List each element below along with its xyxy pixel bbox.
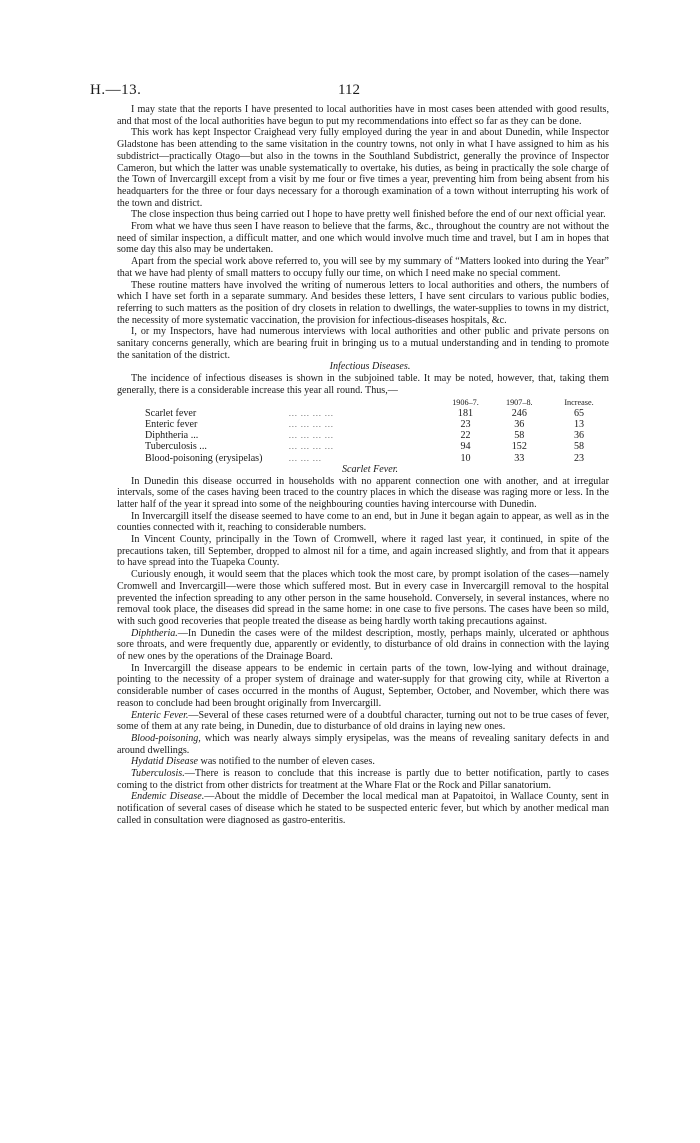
series-header: H.—13. xyxy=(90,82,142,98)
value-1907: 246 xyxy=(511,407,527,419)
table-row xyxy=(145,419,609,430)
leader-dots: ... ... ... ... xyxy=(288,431,334,441)
table-row xyxy=(145,441,609,452)
value-1906: 10 xyxy=(460,452,471,464)
value-1906: 181 xyxy=(457,407,474,419)
table-row xyxy=(145,430,609,441)
run-in-heading: Hydatid Disease xyxy=(131,756,198,768)
paragraph: The incidence of infectious diseases is shown in the subjoined table. It may be noted, however, that, taking them generally, there is a considerable increase this year all round. Thus,— xyxy=(117,373,609,396)
paragraph: The close inspection thus being carried out I hope to have pretty well finished before the end of our next official year. xyxy=(131,209,606,221)
paragraph: In Vincent County, principally in the Town of Cromwell, where it raged last year, it continued, in spite of the precautions taken, till September, dropped to almost nil for a time, and again increased slightly, and from that it appears to have spread into the Tuapeka County. xyxy=(117,534,609,569)
leader-dots: ... ... ... ... xyxy=(288,442,334,452)
value-increase: 65 xyxy=(573,407,585,419)
column-header: Increase. xyxy=(564,397,594,407)
paragraph-tuberculosis xyxy=(117,768,609,791)
value-increase: 23 xyxy=(573,452,585,464)
value-1907: 36 xyxy=(514,418,525,430)
leader-dots: ... ... ... ... xyxy=(288,408,334,418)
paragraph: In Dunedin this disease occurred in households with no apparent connection one with another, and at irregular intervals, some of the cases having been traced to the country places in which the disease was raging more or less. In the latter half of the year it spread into some of the neighbouring counties having intercourse with Dunedin. xyxy=(117,475,609,510)
section-heading-scarlet: Scarlet Fever. xyxy=(341,463,399,475)
column-header: 1906–7. xyxy=(452,397,479,407)
value-1906: 94 xyxy=(460,441,471,453)
value-1907: 58 xyxy=(514,430,525,442)
paragraph: This work has kept Inspector Craighead very fully employed during the year in and about Dunedin, while Inspector Gladstone has been attending to the same visitation in the country towns, not only in what I have assigned to him as his subdistrict—practically Otago—but also in the towns in the Southland Subdistrict, generally the province of Inspector Cameron, but which the latter was unable systematically to overtake, his duties, as being in practically the sole charge of the Town of Invercargill except from a visit by me four or five times a year, preventing him from being absent from his headquarters for the three or four days necessary for a thorough examination of a town without interrupting his work of the town and district. xyxy=(117,127,609,209)
paragraph-text: —There is reason to conclude that this increase is partly due to better notification, partly to cases coming to the district from other districts for treatment at the Whare Flat or the Rock and Pillar sanatorium. xyxy=(117,768,609,791)
page-number: 112 xyxy=(338,82,360,98)
paragraph: From what we have thus seen I have reason to believe that the farms, &c., throughout the country are not without the need of similar inspection, a difficult matter, and one which would involve much time and travel, but I am in hopes that some day this also may be undertaken. xyxy=(117,221,609,256)
section-heading-infectious: Infectious Diseases. xyxy=(329,361,411,373)
paragraph-text: —In Dunedin the cases were of the mildest description, mostly, perhaps mainly, ulcerated or aphthous sore throats, and were frequently due, apparently or evidently, to disturbance of old drains in connection with the laying of new ones by the operations of the Drainage Board. xyxy=(117,627,609,663)
paragraph-blood-poisoning xyxy=(117,733,609,756)
paragraph: Curiously enough, it would seem that the places which took the most care, by prompt isolation of the cases—namely Cromwell and Invercargill—were those which suffered most. But in every case in Invercargill removal to the hospital prevented the infection spreading to any other person in the same household. Conversely, in several instances, where no removal took place, the diseases did spread in the same home: in one case to five persons. The cases have been so mild, with such good recoveries that people treated the disease as being hardly worth taking precautions against. xyxy=(117,569,609,627)
disease-name: Blood-poisoning (erysipelas) xyxy=(145,452,263,464)
table-row xyxy=(145,408,609,419)
run-in-heading: Endemic Disease. xyxy=(131,791,205,803)
body-text xyxy=(117,104,609,827)
disease-name: Diphtheria ... xyxy=(145,430,199,442)
table-header-row xyxy=(145,397,609,408)
infectious-diseases-table xyxy=(145,397,609,464)
paragraph: In Invercargill itself the disease seemed to have come to an end, but in June it began again to appear, as well as in the counties connected with it, reaching to considerable numbers. xyxy=(117,510,609,534)
value-1906: 22 xyxy=(460,430,471,442)
table-row xyxy=(145,453,609,464)
paragraph-diphtheria xyxy=(117,628,609,663)
leader-dots: ... ... ... xyxy=(288,453,322,463)
paragraph: I may state that the reports I have presented to local authorities have in most cases been attended with good results, and that most of the local authorities have begun to put my recommendations into effect so far as they can be done. xyxy=(117,104,609,127)
disease-name: Enteric fever xyxy=(145,418,198,430)
value-increase: 13 xyxy=(573,418,585,430)
value-increase: 58 xyxy=(573,441,585,453)
paragraph: Apart from the special work above referred to, you will see by my summary of “Matters looked into during the Year” that we have had plenty of small matters to occupy fully our time, on which I need make no special comment. xyxy=(117,256,609,279)
leader-dots: ... ... ... ... xyxy=(288,419,334,429)
paragraph-text: was notified to the number of eleven cases. xyxy=(198,756,375,768)
value-1906: 23 xyxy=(460,418,471,430)
paragraph: These routine matters have involved the writing of numerous letters to local authorities and others, the numbers of which I have set forth in a separate summary. And besides these letters, I have sent circulars to various public bodies, referring to such matters as the position of dry closets in relation to dwellings, the water-supplies to towns in my district, the necessity of more systematic vaccination, the provision for infectious-diseases hospitals, &c. xyxy=(117,279,609,326)
disease-name: Tuberculosis ... xyxy=(145,441,207,453)
paragraph-text: which was nearly always simply erysipelas, was the means of revealing sanitary defects in and around dwellings. xyxy=(117,732,609,756)
paragraph-text: —Several of these cases returned were of a doubtful character, turning out not to be true cases of fever, some of them at any rate being, in Dunedin, due to disturbance of old drains in laying new ones. xyxy=(117,709,610,733)
paragraph: I, or my Inspectors, have had numerous interviews with local authorities and other public and private persons on sanitary concerns generally, which are bearing fruit in bringing us to a mutual understanding and in tending to promote the sanitation of the district. xyxy=(117,326,609,361)
paragraph-endemic xyxy=(117,791,609,826)
paragraph-enteric xyxy=(117,710,609,733)
run-in-heading: Blood-poisoning, xyxy=(131,732,201,744)
run-in-heading: Tuberculosis. xyxy=(131,768,185,780)
run-in-heading: Diphtheria. xyxy=(131,627,178,639)
value-1907: 33 xyxy=(514,452,525,464)
column-header: 1907–8. xyxy=(505,397,533,407)
value-increase: 36 xyxy=(573,430,585,442)
run-in-heading: Enteric Fever. xyxy=(131,709,189,721)
disease-name: Scarlet fever xyxy=(145,407,197,419)
paragraph: In Invercargill the disease appears to be endemic in certain parts of the town, low-lying and without drainage, pointing to the necessity of a proper system of drainage and water-supply for that growing city, while at Riverton a considerable number of cases occurred in the months of August, September, October, and November, which there was reason to conclude had been brought originally from Invercargill. xyxy=(117,662,609,709)
value-1907: 152 xyxy=(511,441,527,453)
paragraph-text: —About the middle of December the local medical man at Papatoitoi, in Wallace County, sent in notification of several cases of disease which he stated to be suspected enteric fever, but which by another medical man called in consultation were diagnosed as gastro-enteritis. xyxy=(117,791,609,826)
paragraph-hydatid xyxy=(117,756,609,768)
